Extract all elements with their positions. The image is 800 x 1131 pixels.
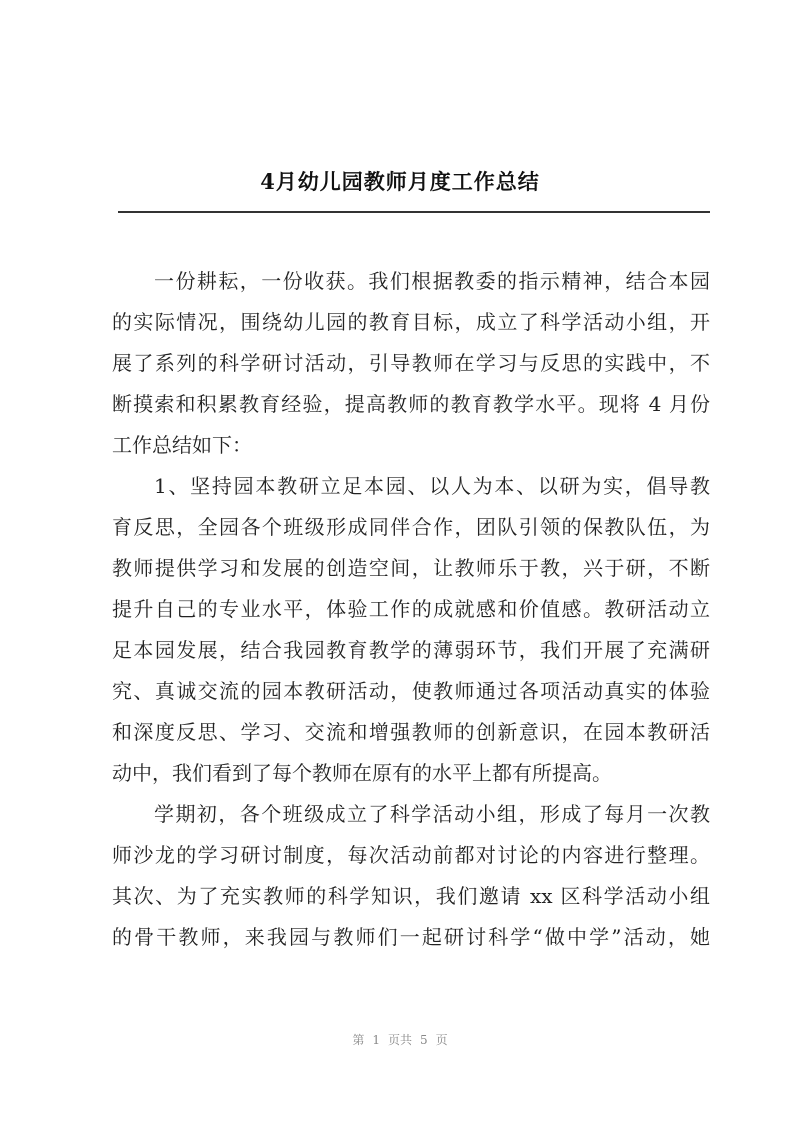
paragraph-1-line: 工作总结如下： [112, 433, 252, 457]
document-title: 4月幼儿园教师月度工作总结 [260, 169, 540, 194]
paragraph-2-line: 育反思，全园各个班级形成同伴合作，团队引领的保教队伍，为 [112, 515, 710, 539]
title-divider [118, 211, 710, 213]
paragraph-3-line: 师沙龙的学习研讨制度，每次活动前都对讨论的内容进行整理。 [112, 843, 710, 867]
footer-page-number: 1 [372, 1033, 380, 1047]
paragraph-2-line: 教师提供学习和发展的创造空间，让教师乐于教，兴于研，不断 [112, 556, 710, 580]
paragraph-2-line: 究、真诚交流的园本教研活动，使教师通过各项活动真实的体验 [112, 679, 710, 703]
paragraph-1-line: 展了系列的科学研讨活动，引导教师在学习与反思的实践中，不 [112, 351, 710, 375]
paragraph-3-line: 其次、为了充实教师的科学知识，我们邀请 xx 区科学活动小组 [112, 884, 710, 908]
paragraph-3-line: 的骨干教师，来我园与教师们一起研讨科学“做中学”活动，她 [112, 925, 710, 949]
footer-prefix: 第 [352, 1033, 365, 1047]
paragraph-3-line: 学期初，各个班级成立了科学活动小组，形成了每月一次教 [154, 802, 710, 826]
footer-total-pages: 5 [420, 1033, 428, 1047]
paragraph-1-line: 断摸索和积累教育经验，提高教师的教育教学水平。现将 4 月份 [112, 392, 710, 416]
paragraph-2-line: 1、坚持园本教研立足本园、以人为本、以研为实，倡导教 [154, 474, 710, 498]
page-footer [0, 1031, 800, 1048]
paragraph-2-line: 动中，我们看到了每个教师在原有的水平上都有所提高。 [112, 761, 612, 785]
paragraph-1-line: 的实际情况，围绕幼儿园的教育目标，成立了科学活动小组，开 [112, 310, 710, 334]
document-body [112, 266, 710, 963]
footer-middle: 页共 [387, 1033, 412, 1047]
paragraph-2-line: 和深度反思、学习、交流和增强教师的创新意识，在园本教研活 [112, 720, 710, 744]
paragraph-2-line: 足本园发展，结合我园教育教学的薄弱环节，我们开展了充满研 [112, 638, 710, 662]
paragraph-2-line: 提升自己的专业水平，体验工作的成就感和价值感。教研活动立 [112, 597, 710, 621]
footer-suffix: 页 [435, 1033, 448, 1047]
paragraph-1-line: 一份耕耘，一份收获。我们根据教委的指示精神，结合本园 [154, 269, 710, 293]
